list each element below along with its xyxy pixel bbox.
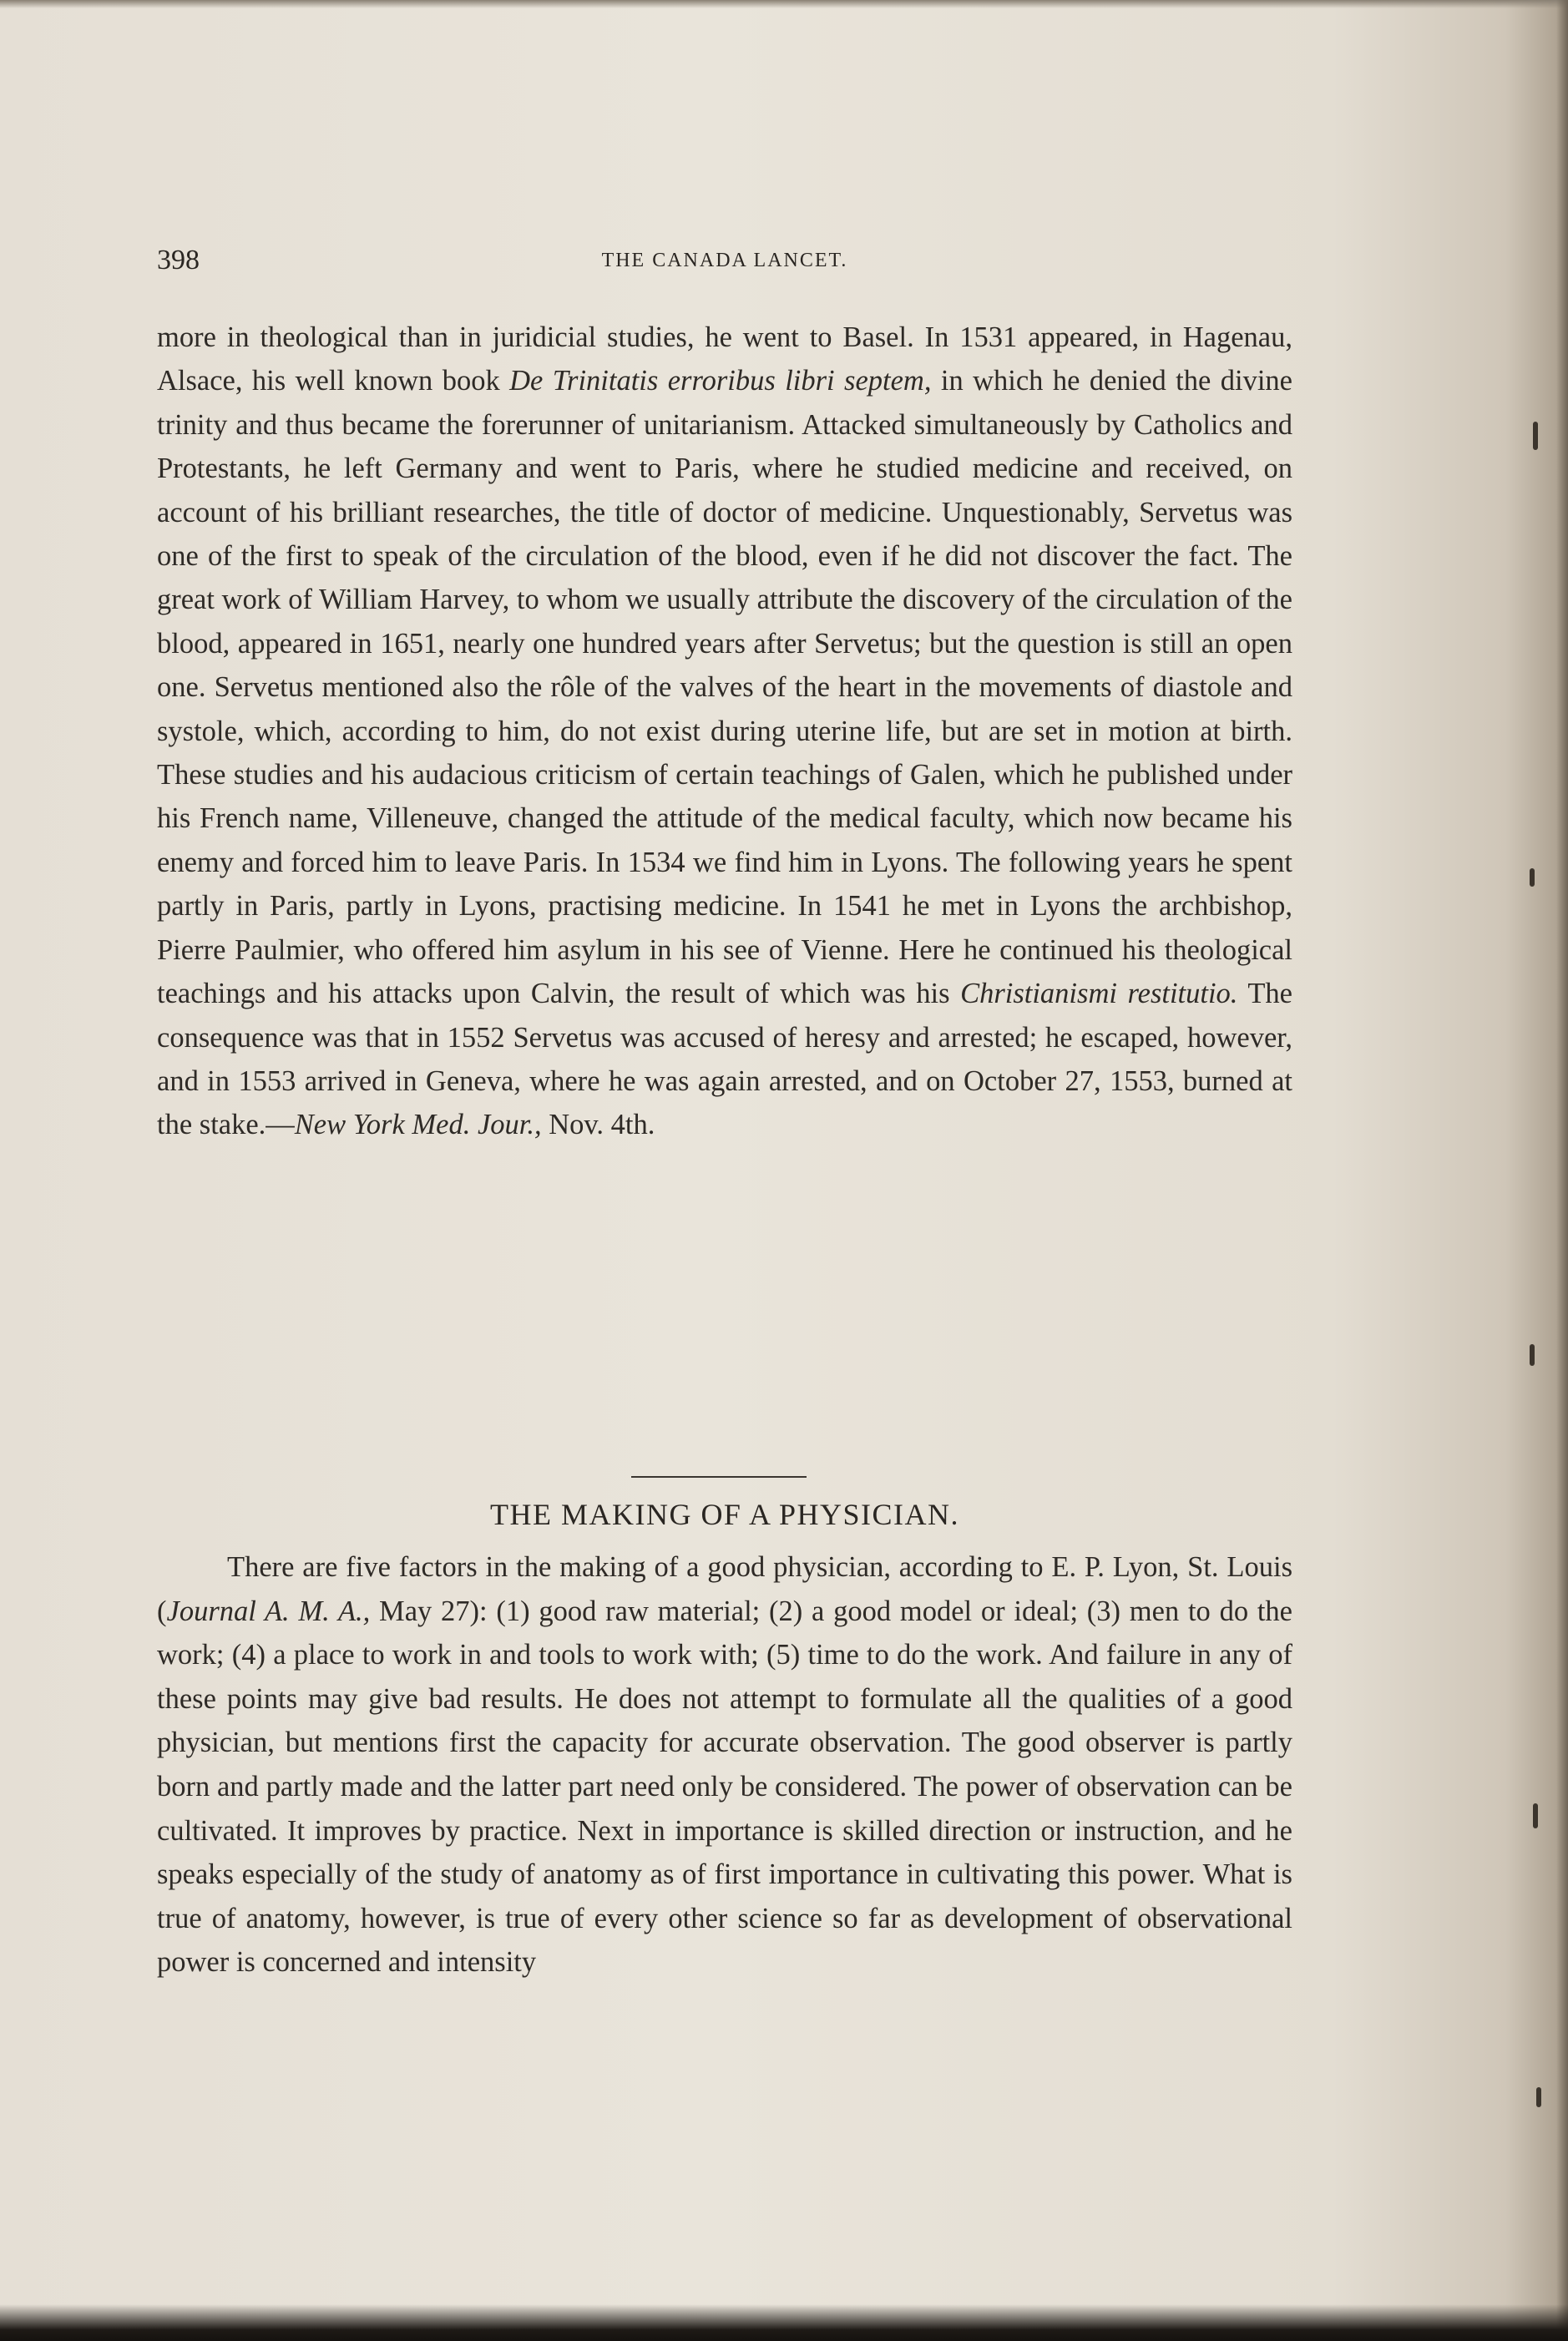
section-divider	[631, 1476, 807, 1478]
continued-article-text	[157, 316, 1292, 1147]
article-title: THE MAKING OF A PHYSICIAN.	[489, 1498, 960, 1531]
italic-book-title: Christianismi restitutio.	[960, 978, 1238, 1010]
page-bottom-shadow	[0, 2304, 1568, 2341]
text-segment: There are five factors in the making of a good physician, according to E. P. Lyon, St. Louis (	[157, 1551, 1292, 1627]
text-segment: more in theological than in juridicial studies, he went to Basel. In 1531 appeared, in Hagenau, Alsace, his well known book	[157, 321, 1292, 397]
page-header	[157, 245, 1292, 281]
text-segment: May 27): (1) good raw material; (2) a good model or ideal; (3) men to do the work; (4) a place to work in and tools to work with; (5) time to do the work. And failure in any of these points may give bad results. He does not attempt to formulate all the qualities of a good physician, but mentions first the capacity for accurate observation. The good observer is partly born and partly made and the latter part need only be considered. The power of observation can be cultivated. It improves by practice. Next in importance is skilled direction or instruction, and he speaks especially of the study of anatomy as of first importance in cultivating this power. What is true of anatomy, however, is true of every other science so far as development of observational power is concerned and intensity	[157, 1595, 1292, 1979]
margin-mark	[1533, 1803, 1538, 1828]
margin-mark	[1536, 2087, 1541, 2107]
continued-paragraph	[157, 316, 1292, 1147]
text-segment: Nov. 4th.	[541, 1109, 655, 1141]
running-head: THE CANADA LANCET.	[601, 250, 848, 271]
article-body	[157, 1545, 1292, 1985]
page-edge-shadow	[1556, 0, 1568, 2341]
page-number: 398	[157, 245, 200, 276]
italic-journal-citation: Journal A. M. A.,	[166, 1595, 371, 1627]
margin-mark	[1533, 422, 1538, 450]
margin-mark	[1530, 868, 1535, 887]
italic-journal-citation: New York Med. Jour.,	[294, 1109, 542, 1141]
article-paragraph	[157, 1545, 1292, 1985]
italic-book-title: De Trinitatis erroribus libri septem,	[509, 365, 932, 397]
margin-mark	[1530, 1344, 1535, 1366]
text-segment: in which he denied the divine trinity and thus became the forerunner of unitarianism. Attacked simultaneously by Catholics and Protestants, he left Germany and went to Paris, where he studied medicine and received, on account of his brilliant researches, the title of doctor of medicine. Unquestionably, Servetus was one of the first to speak of the circulation of the blood, even if he did not discover the fact. The great work of William Harvey, to whom we usually attribute the discovery of the circulation of the blood, appeared in 1651, nearly one hundred years after Servetus; but the question is still an open one. Servetus mentioned also the rôle of the valves of the heart in the movements of diastole and systole, which, according to him, do not exist during uterine life, but are set in motion at birth. These studies and his audacious criticism of certain teachings of Galen, which he published under his French name, Villeneuve, changed the attitude of the medical faculty, which now became his enemy and forced him to leave Paris. In 1534 we find him in Lyons. The following years he spent partly in Paris, partly in Lyons, practising medicine. In 1541 he met in Lyons the archbishop, Pierre Paulmier, who offered him asylum in his see of Vienne. Here he continued his theological teachings and his attacks upon Calvin, the result of which was his	[157, 365, 1292, 1010]
text-segment: The consequence was that in 1552 Servetus was accused of heresy and arrested; he escaped, however, and in 1553 arrived in Geneva, where he was again arrested, and on October 27, 1553, burned at the stake.—	[157, 978, 1292, 1141]
